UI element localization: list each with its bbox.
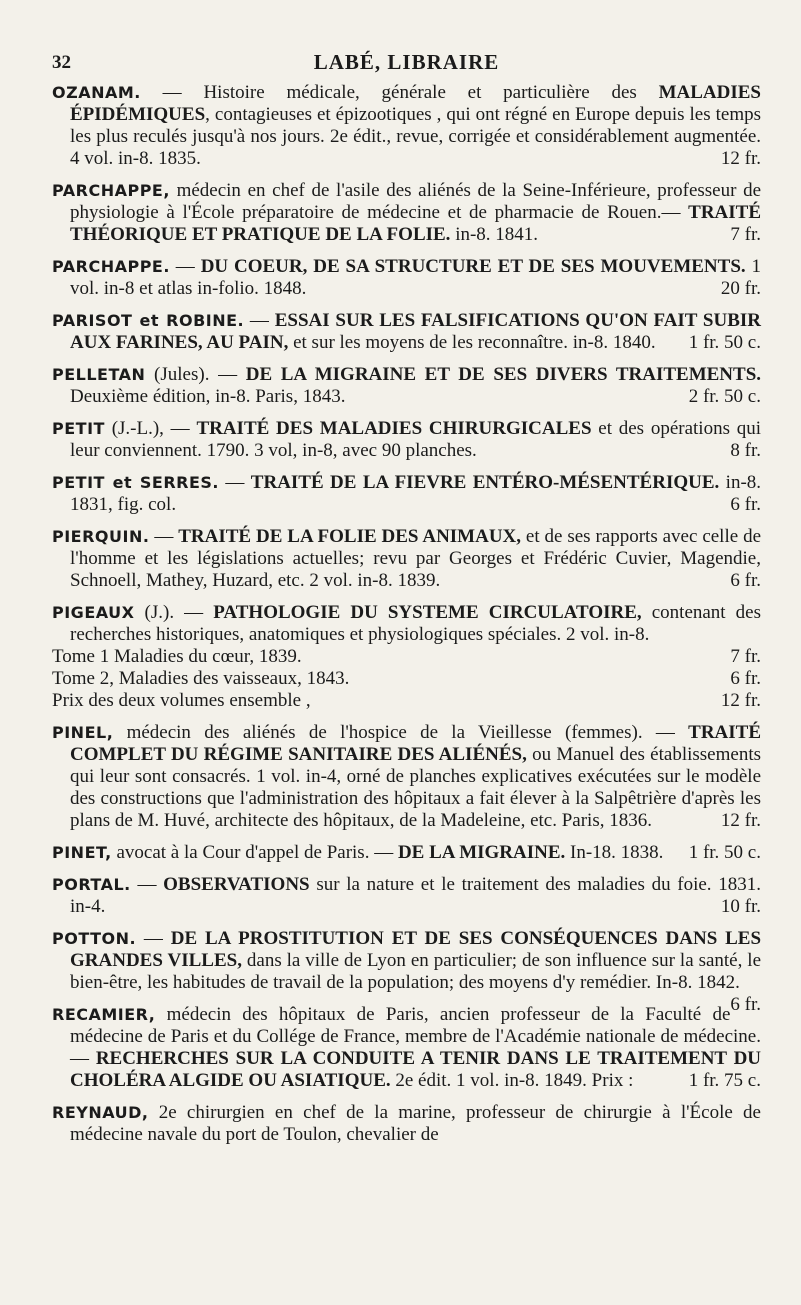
entry-author: PARCHAPPE. bbox=[52, 257, 170, 276]
volume-line bbox=[52, 668, 761, 690]
entry-price: 20 fr. bbox=[720, 278, 761, 299]
entry-text: (Jules). — bbox=[145, 364, 246, 385]
entry-text: — Histoire médicale, générale et particulière des bbox=[140, 82, 659, 103]
catalog-entry bbox=[52, 256, 761, 300]
entry-details: et des opérations qui leur conviennent. 1790. 3 vol, in-8, avec 90 planches. bbox=[70, 418, 761, 461]
entry-title: RECHERCHES SUR LA CONDUITE A TENIR DANS LE TRAITEMENT DU CHOLÉRA ALGIDE OU ASIATIQUE. bbox=[70, 1048, 762, 1091]
entry-author: PETIT et SERRES. bbox=[52, 473, 219, 492]
catalog-entry bbox=[52, 1004, 761, 1092]
entry-text: médecin des aliénés de l'hospice de la Vieillesse (femmes). — bbox=[113, 722, 689, 743]
entry-text: — bbox=[244, 310, 275, 331]
volume-price: 7 fr. bbox=[730, 646, 761, 667]
entry-author: REYNAUD, bbox=[52, 1103, 149, 1122]
page-number: 32 bbox=[52, 52, 71, 73]
entry-author: PELLETAN bbox=[52, 365, 146, 384]
volume-text: Tome 2, Maladies des vaisseaux, 1843. bbox=[52, 668, 350, 689]
entry-author: OZANAM. bbox=[52, 83, 141, 102]
entry-price: 6 fr. bbox=[730, 994, 761, 1015]
entry-title: TRAITÉ DE LA FOLIE DES ANIMAUX, bbox=[178, 526, 522, 547]
entry-author: RECAMIER, bbox=[52, 1005, 156, 1024]
entry-price: 2 fr. 50 c. bbox=[688, 386, 761, 407]
entry-details: In-18. 1838. bbox=[565, 842, 664, 863]
entry-title: DE LA PROSTITUTION ET DE SES CONSÉQUENCES DANS LES GRANDES VILLES, bbox=[70, 928, 762, 971]
entry-author: POTTON. bbox=[52, 929, 137, 948]
entry-title: TRAITÉ DES MALADIES CHIRURGICALES bbox=[196, 418, 592, 439]
entry-title: TRAITÉ THÉORIQUE ET PRATIQUE DE LA FOLIE. bbox=[70, 202, 761, 245]
entry-price: 6 fr. bbox=[730, 494, 761, 515]
entry-details: contenant des recherches historiques, anatomiques et physiologiques spéciales. 2 vol. in-8. bbox=[70, 602, 761, 645]
entry-price: 1 fr. 50 c. bbox=[688, 332, 761, 353]
catalog-entry bbox=[52, 1102, 761, 1146]
entry-details: sur la nature et le traitement des maladies du foie. 1831. in-4. bbox=[70, 874, 761, 917]
entry-author: PINEL, bbox=[52, 723, 114, 742]
entry-text: — bbox=[169, 256, 201, 277]
entry-text: (J.-L.), — bbox=[104, 418, 197, 439]
entry-author: PARISOT et ROBINE. bbox=[52, 311, 245, 330]
entry-title: ESSAI SUR LES FALSIFICATIONS QU'ON FAIT SUBIR AUX FARINES, AU PAIN, bbox=[70, 310, 761, 353]
entry-text: — bbox=[219, 472, 251, 493]
catalog-entry bbox=[52, 180, 761, 246]
entry-author: PORTAL. bbox=[52, 875, 131, 894]
entry-price: 1 fr. 50 c. bbox=[688, 842, 761, 863]
entry-text: 2e chirurgien en chef de la marine, professeur de chirurgie à l'École de médecine navale du port de Toulon, chevalier de bbox=[70, 1102, 761, 1145]
entry-details: 1 vol. in-8 et atlas in-folio. 1848. bbox=[70, 256, 762, 299]
catalog-entry bbox=[52, 722, 761, 832]
entry-price: 10 fr. bbox=[720, 896, 761, 917]
catalog-entry bbox=[52, 602, 761, 712]
catalog-entry bbox=[52, 364, 761, 408]
volume-text: Prix des deux volumes ensemble , bbox=[52, 690, 311, 711]
catalog-entry bbox=[52, 82, 761, 170]
catalog-entry bbox=[52, 842, 761, 864]
entry-author: PETIT bbox=[52, 419, 105, 438]
catalog-entry bbox=[52, 310, 761, 354]
entry-text: — bbox=[136, 928, 171, 949]
entry-title: MALADIES ÉPIDÉMIQUES bbox=[70, 82, 761, 125]
entry-price: 7 fr. bbox=[730, 224, 761, 245]
entry-details: dans la ville de Lyon en particulier; de son influence sur la santé, le bien-être, les habitudes de travail de la population; des moyens d'y remédier. In-8. 1842. bbox=[70, 950, 762, 993]
entry-title: PATHOLOGIE DU SYSTEME CIRCULATOIRE, bbox=[213, 602, 642, 623]
entry-author: PARCHAPPE, bbox=[52, 181, 170, 200]
entry-price: 8 fr. bbox=[730, 440, 761, 461]
catalog-entry bbox=[52, 526, 761, 592]
entry-details: ou Manuel des établissements qui leur sont consacrés. 1 vol. in-4, orné de planches explicatives exécutées sur le modèle des constructions que l'administration des hôpitaux a fait élever à la Salpêtrière d'après les plans de M. Huvé, architecte des hôpitaux, de la Madeleine, etc. Paris, 1836. bbox=[70, 744, 761, 831]
entry-price: 1 fr. 75 c. bbox=[688, 1070, 761, 1091]
catalog-entry bbox=[52, 472, 761, 516]
volume-price: 6 fr. bbox=[730, 668, 761, 689]
entry-details: Deuxième édition, in-8. Paris, 1843. bbox=[70, 386, 346, 407]
catalog-entries bbox=[52, 82, 761, 1146]
entry-text: médecin en chef de l'asile des aliénés de la Seine-Inférieure, professeur de physiologie à l'École préparatoire de médecine et de pharmacie de Rouen.— bbox=[70, 180, 761, 223]
entry-text: avocat à la Cour d'appel de Paris. — bbox=[111, 842, 398, 863]
catalog-entry bbox=[52, 418, 761, 462]
volume-line bbox=[52, 646, 761, 668]
entry-author: PINET, bbox=[52, 843, 112, 862]
volume-text: Tome 1 Maladies du cœur, 1839. bbox=[52, 646, 302, 667]
entry-author: PIERQUIN. bbox=[52, 527, 150, 546]
entry-title: TRAITÉ COMPLET DU RÉGIME SANITAIRE DES ALIÉNÉS, bbox=[70, 722, 761, 765]
entry-details: 2e édit. 1 vol. in-8. 1849. Prix : bbox=[390, 1070, 634, 1091]
entry-title: DE LA MIGRAINE. bbox=[397, 842, 566, 863]
entry-author: PIGEAUX bbox=[52, 603, 135, 622]
entry-price: 6 fr. bbox=[730, 570, 761, 591]
entry-details: et de ses rapports avec celle de l'homme et les législations actuelles; revu par Georges et Frédéric Cuvier, Magendie, Schnoell, Mathey, Huzard, etc. 2 vol. in-8. 1839. bbox=[70, 526, 761, 591]
volume-line bbox=[52, 690, 761, 712]
entry-title: DE LA MIGRAINE ET DE SES DIVERS TRAITEMENTS. bbox=[245, 364, 762, 385]
entry-details: et sur les moyens de les reconnaître. in-8. 1840. bbox=[288, 332, 656, 353]
entry-text: — bbox=[130, 874, 164, 895]
entry-title: OBSERVATIONS bbox=[163, 874, 310, 895]
entry-price: 12 fr. bbox=[720, 810, 761, 831]
entry-price: 12 fr. bbox=[720, 148, 761, 169]
catalog-entry bbox=[52, 874, 761, 918]
entry-title: TRAITÉ DE LA FIEVRE ENTÉRO-MÉSENTÉRIQUE. bbox=[250, 472, 720, 493]
running-title: LABÉ, LIBRAIRE bbox=[313, 50, 500, 74]
volume-price: 12 fr. bbox=[720, 690, 761, 711]
entry-title: DU COEUR, DE SA STRUCTURE ET DE SES MOUVEMENTS. bbox=[200, 256, 746, 277]
entry-details: in-8. 1841. bbox=[450, 224, 539, 245]
entry-details: , contagieuses et épizootiques , qui ont régné en Europe depuis les temps les plus reculés jusqu'à nos jours. 2e édit., revue, corrigée et considérablement augmentée. 4 vol. in-8. 1835. bbox=[70, 104, 761, 169]
entry-text: médecin des hôpitaux de Paris, ancien professeur de la Faculté de médecine de Paris et du Collége de France, membre de l'Académie nationale de médecine. — bbox=[70, 1004, 761, 1069]
entry-details: in-8. 1831, fig. col. bbox=[70, 472, 762, 515]
entry-text: (J.). — bbox=[134, 602, 214, 623]
page-header bbox=[52, 40, 761, 76]
entry-text: — bbox=[149, 526, 179, 547]
